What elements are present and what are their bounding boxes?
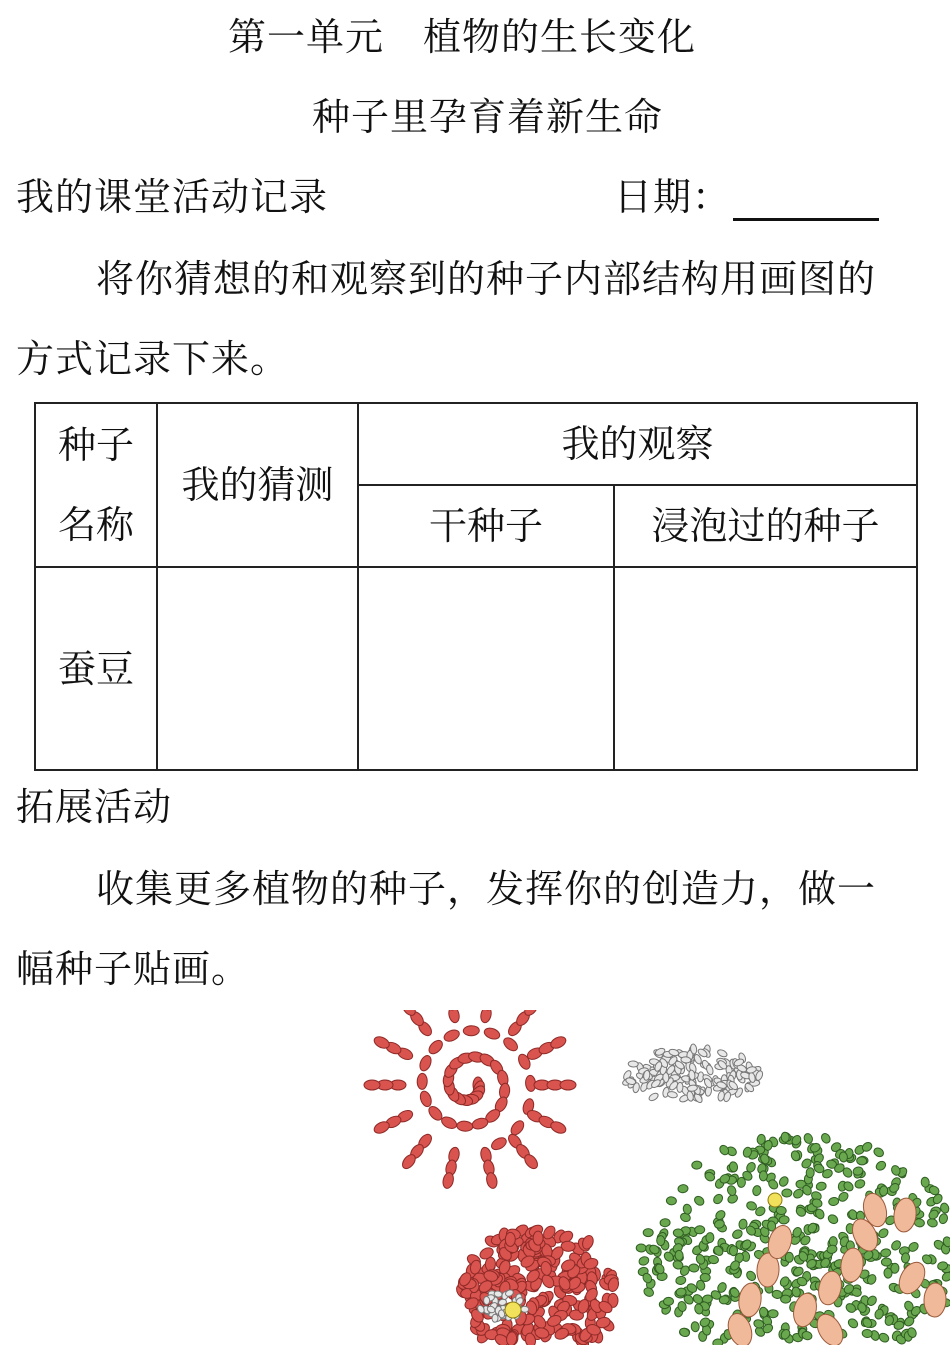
mung-bean [660, 1218, 671, 1227]
mung-bean [828, 1197, 839, 1207]
red-bean [533, 1231, 543, 1245]
mung-bean [694, 1225, 705, 1234]
header-seed-name: 种子 名称 [35, 403, 157, 567]
mung-bean [875, 1160, 888, 1172]
red-bean [489, 1135, 508, 1152]
mung-bean [752, 1185, 762, 1196]
mung-bean [815, 1181, 827, 1191]
cell-dry-seed[interactable] [358, 567, 614, 770]
rice-grain [492, 1314, 498, 1322]
extension-line-1: 收集更多植物的种子，发挥你的创造力，做一 [96, 867, 877, 911]
instruction-line-2: 方式记录下来。 [16, 337, 290, 381]
mung-bean [675, 1276, 686, 1286]
mung-bean [712, 1193, 725, 1206]
mung-bean [839, 1152, 848, 1163]
red-bean [364, 1080, 380, 1090]
mung-bean [884, 1268, 893, 1279]
mung-bean-patch [636, 1131, 950, 1345]
mung-bean [692, 1161, 702, 1170]
rice-grain [628, 1061, 638, 1068]
mung-bean [731, 1228, 744, 1240]
red-bean [418, 1054, 433, 1073]
mung-bean [921, 1177, 930, 1188]
extension-line-2: 幅种子贴画。 [16, 947, 251, 991]
red-bean [483, 1026, 501, 1041]
mung-bean [706, 1232, 715, 1242]
mung-bean [691, 1321, 700, 1332]
mung-bean [657, 1236, 665, 1246]
mung-bean [675, 1250, 684, 1261]
red-bean [417, 1073, 428, 1089]
mung-bean [782, 1189, 792, 1197]
unit-title: 第一单元 植物的生长变化 [228, 15, 697, 59]
mung-bean [803, 1132, 814, 1144]
mung-bean [781, 1132, 790, 1143]
mung-bean [847, 1317, 860, 1330]
red-bean-patch [454, 1223, 620, 1345]
mung-bean [638, 1255, 650, 1266]
seed-collage-illustration [360, 1010, 950, 1345]
mung-bean [693, 1195, 706, 1208]
rice-grain [705, 1064, 714, 1075]
mung-bean [878, 1332, 891, 1344]
mung-bean [880, 1248, 891, 1258]
date-label: 日期： [614, 175, 732, 219]
mung-bean [676, 1288, 687, 1297]
mung-bean [776, 1206, 787, 1215]
date-blank-line[interactable] [733, 218, 879, 221]
mung-bean [856, 1156, 867, 1165]
red-bean [447, 1010, 460, 1024]
rice-grain [648, 1092, 660, 1102]
rice-grain [667, 1091, 678, 1099]
mung-bean [854, 1178, 866, 1189]
mung-bean [877, 1227, 890, 1240]
mung-bean [872, 1146, 885, 1158]
mung-bean [666, 1196, 677, 1205]
observation-table [34, 402, 918, 771]
mung-bean [636, 1244, 646, 1253]
rice-grain [521, 1306, 529, 1312]
header-guess: 我的猜测 [157, 403, 358, 567]
yellow-seed [505, 1302, 521, 1318]
cell-soaked-seed[interactable] [614, 567, 917, 770]
rice-grain [483, 1296, 489, 1304]
mung-bean [737, 1177, 746, 1187]
mung-bean [939, 1202, 950, 1214]
mung-bean [759, 1171, 767, 1181]
mung-bean [862, 1329, 873, 1338]
mung-bean [806, 1168, 814, 1178]
mung-bean [938, 1213, 949, 1225]
rice-patch [622, 1044, 764, 1104]
header-soaked-seed: 浸泡过的种子 [614, 485, 917, 567]
mung-bean [778, 1175, 790, 1188]
lesson-title: 种子里孕育着新生命 [312, 95, 664, 139]
red-bean [456, 1121, 473, 1132]
red-bean [479, 1010, 492, 1024]
red-bean [440, 1115, 459, 1131]
bean-sun [364, 1010, 576, 1189]
rice-grain [716, 1048, 728, 1058]
record-heading: 我的课堂活动记录 [16, 175, 329, 219]
red-bean [442, 1028, 461, 1044]
mung-bean [700, 1273, 710, 1282]
red-bean [463, 1025, 479, 1036]
extension-heading: 拓展活动 [16, 785, 173, 829]
mung-bean [781, 1295, 791, 1303]
row-seed-name: 蚕豆 [35, 567, 157, 770]
cell-guess[interactable] [157, 567, 358, 770]
mung-bean [663, 1297, 673, 1306]
instruction-line-1: 将你猜想的和观察到的种子内部结构用画图的 [96, 257, 877, 301]
mung-bean [729, 1246, 737, 1256]
yellow-seed [768, 1193, 782, 1207]
mung-bean [678, 1327, 690, 1338]
mung-bean [768, 1310, 778, 1318]
red-bean [505, 1232, 515, 1246]
mung-bean [745, 1269, 758, 1282]
mung-bean [827, 1213, 840, 1225]
red-bean [418, 1090, 433, 1108]
red-bean [560, 1080, 576, 1090]
red-bean [501, 1035, 520, 1053]
mung-bean [820, 1132, 832, 1145]
mung-bean [881, 1258, 891, 1266]
mung-bean [677, 1184, 688, 1193]
mung-bean [643, 1229, 653, 1237]
red-bean [427, 1038, 445, 1056]
rice-grain [677, 1082, 684, 1092]
header-observe: 我的观察 [358, 403, 917, 485]
rice-grain [681, 1056, 691, 1063]
mung-bean [689, 1264, 699, 1273]
header-dry-seed: 干种子 [358, 485, 614, 567]
